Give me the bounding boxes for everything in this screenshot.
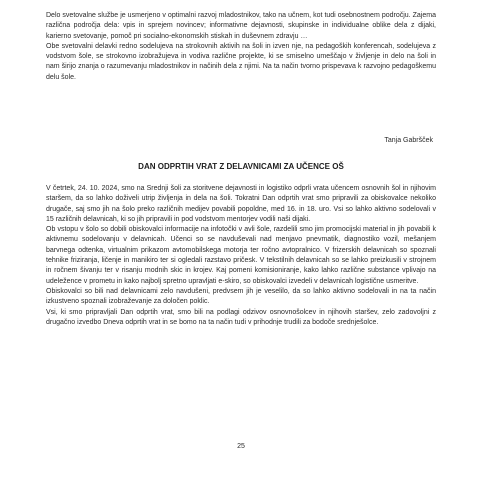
article-author: Tanja Gabršček <box>384 137 433 144</box>
article-title: DAN ODPRTIH VRAT Z DELAVNICAMI ZA UČENCE OŠ <box>138 162 344 171</box>
document-page <box>46 0 436 480</box>
open-day-paragraph-1: V četrtek, 24. 10. 2024, smo na Srednji šoli za storitvene dejavnosti in logistiko odprli vrata učencem osnovnih šol in njihovim staršem, da so lahko doživeli utrip življenja in dela na šoli. Tokratni Dan odprtih vrat smo pripravili za obiskovalce nekoliko drugače, saj smo jih na šolo preko različnih medijev povabili popoldne, med 16. in 18. uro. Vsi so lahko aktivno sodelovali v 15 različnih delavnicah, ki so jih pripravili in pod vodstvom mentorjev vodili naši dijaki. <box>46 185 436 223</box>
open-day-paragraph-3: Obiskovalci so bili nad delavnicami zelo navdušeni, predvsem jih je veselilo, da so lahko aktivno sodelovali in na ta način izkustveno spoznali izobraževanje za določen poklic. <box>46 287 436 306</box>
article-counseling-text <box>46 11 436 83</box>
page-number: 25 <box>237 443 245 450</box>
open-day-paragraph-4: Vsi, ki smo pripravljali Dan odprtih vrat, smo bili na podlagi odzivov osnovnošolcev in njihovih staršev, zelo zadovoljni z drugačno izvedbo Dneva odprtih vrat in se bomo na ta način tudi v prihodnje trudili za bodoče srednješolce. <box>46 308 436 326</box>
article-open-day-text <box>46 184 436 328</box>
counseling-paragraph-1: Delo svetovalne službe je usmerjeno v optimalni razvoj mladostnikov, tako na učnem, kot tudi osebnostnem področju. Zajema različna področja dela: vpis in sprejem novincev; informativne dejavnosti, skupinske in individualne oblike dela z dijaki, karierno svetovanje, pomoč pri socialno-ekonomskih stiskah in duševnem zdravju … <box>46 12 436 40</box>
open-day-paragraph-2: Ob vstopu v šolo so dobili obiskovalci informacije na infotočki v avli šole, razdelili smo jim promocijski material in jih povabili k aktivnemu sodelovanju v delavnicah. Učenci so se navduševali nad menjavo pnevmatik, diagnostiko vozil, mešanjem barvnega odtenka, virtualnim prikazom avtomobilskega motorja ter ročno avtopralnico. V frizerskih delavnicah so spoznali tehnike friziranja, ličenje in manikiro ter si ogledali razstavo pričesk. V tekstilnih delavnicah so se lahko preizkusili v strojnem in ročnem šivanju ter v risanju modnih skic in krojev. Kaj pomeni komisioniranje, kako lahko različne substance vplivajo na udeležence v prometu in kako najbolj spretno upravljati e-skiro, so obiskovalci izvedeli v delavnicah logistične usmeritve. <box>46 226 436 285</box>
counseling-paragraph-2: Obe svetovalni delavki redno sodelujeva na strokovnih aktivih na šoli in izven nje, na pedagoških konferencah, sodelujeva z vodstvom šole, se strokovno izobražujeva in vodiva različne projekte, ki se smiselno umeščajo v življenje in delo na šoli in nam širijo znanja o razumevanju mladostnikov in načinih dela z njimi. Na ta način tvorno prispevava k razvojno pedagoškemu delu šole. <box>46 42 436 81</box>
